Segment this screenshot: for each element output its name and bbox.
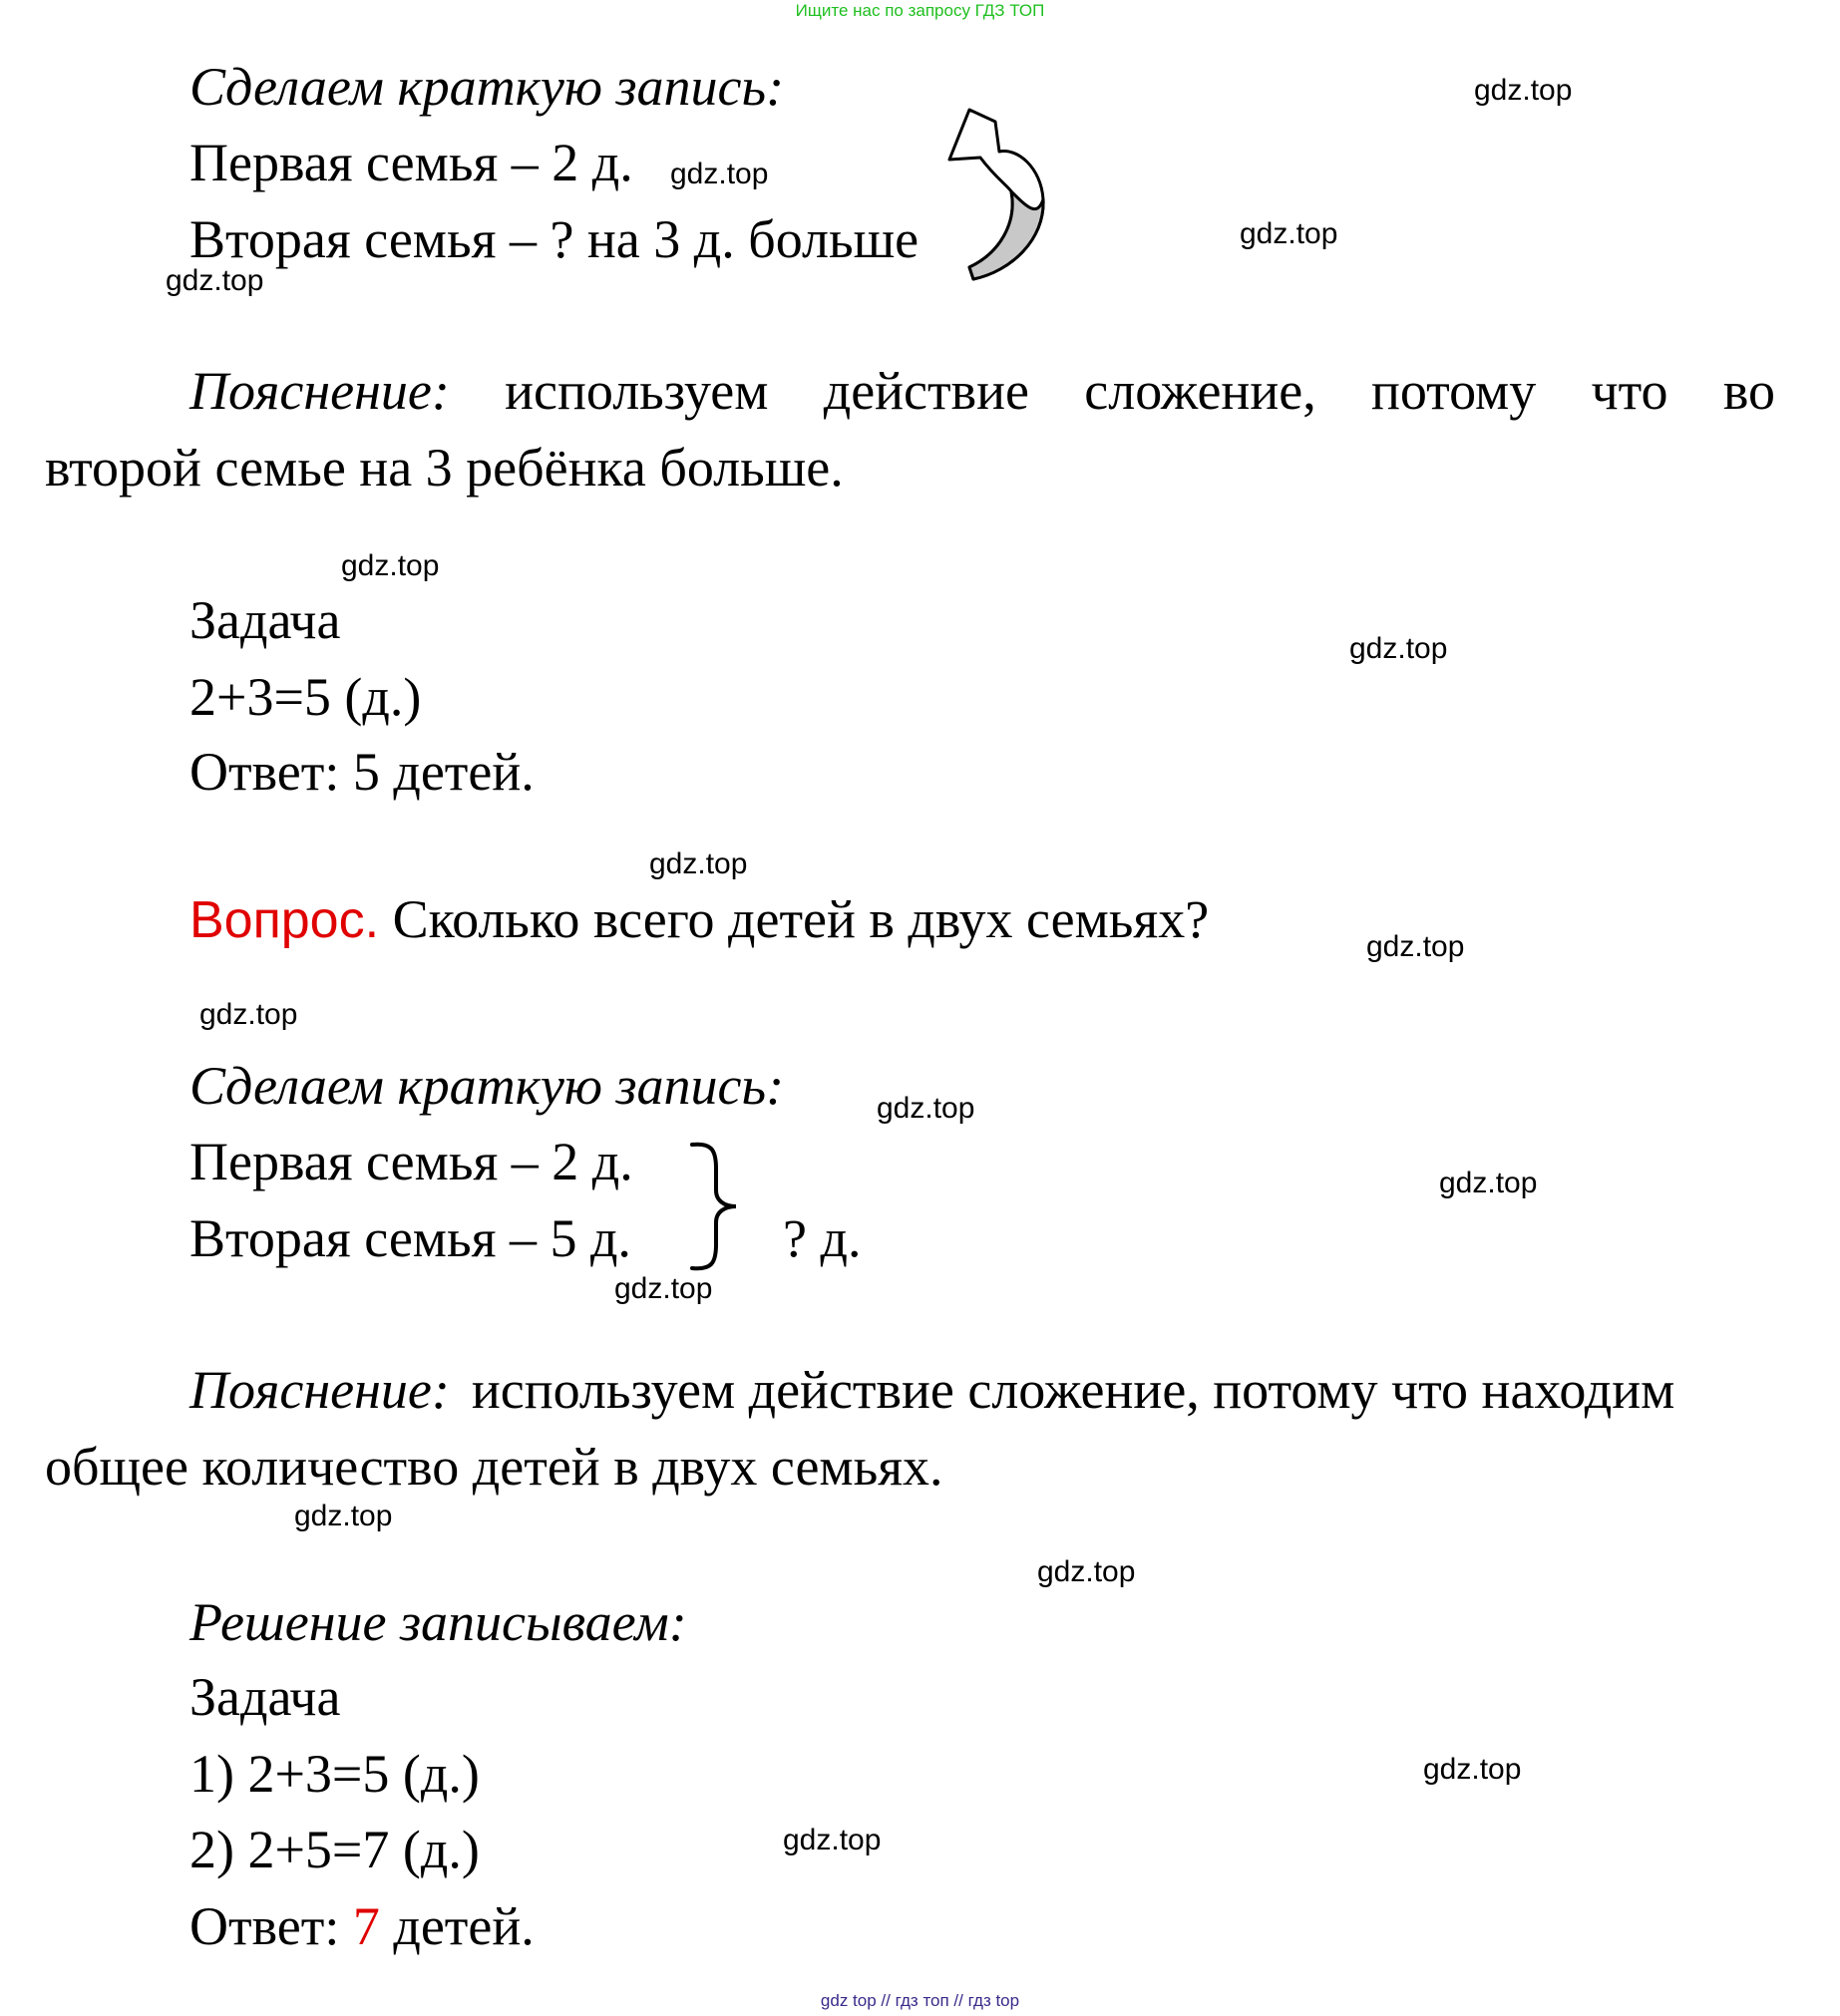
watermark: gdz.top [1366,930,1465,963]
explanation-word: что [1591,361,1668,421]
watermark: gdz.top [649,847,748,880]
watermark: gdz.top [1474,74,1573,107]
watermark: gdz.top [670,158,769,190]
footer-note: gdz top // гдз топ // гдз top [820,1991,1020,2010]
watermark: gdz.top [199,998,298,1031]
header-note: Ищите нас по запросу ГДЗ ТОП [795,1,1045,20]
record-line-second-family: Вторая семья – 5 д. [189,1208,631,1268]
record-line-first-family: Первая семья – 2 д. [189,133,633,192]
watermark: gdz.top [1037,1555,1136,1588]
short-record-heading: Сделаем краткую запись: [189,57,785,117]
watermark: gdz.top [166,264,264,297]
answer-value: 7 [352,1896,380,1956]
answer: Ответ: 5 детей. [189,742,535,802]
explanation-1-line-1 [189,361,1775,421]
explanation-2-line-1 [189,1360,1675,1420]
answer-suffix: детей. [379,1896,535,1956]
watermark: gdz.top [1439,1167,1538,1199]
explanation-label: Пояснение: [189,361,450,421]
watermark: gdz.top [1423,1753,1522,1786]
explanation-word: используем [505,361,769,421]
short-record-heading: Сделаем краткую запись: [189,1056,785,1116]
watermark: gdz.top [877,1092,975,1125]
explanation-word: действие [823,361,1029,421]
task-title: Задача [189,1667,341,1727]
watermark: gdz.top [614,1272,713,1305]
task-title: Задача [189,590,341,650]
answer-prefix: Ответ: [189,1896,353,1956]
curly-brace-icon [688,1137,748,1276]
solution-heading: Решение записываем: [189,1592,687,1652]
question-line [189,889,1210,949]
record-line-second-family: Вторая семья – ? на 3 д. больше [189,209,920,269]
explanation-word: потому [1371,361,1537,421]
explanation-label: Пояснение: [189,1360,450,1420]
question-text: Сколько всего детей в двух семьях? [392,889,1210,949]
explanation-2-line-2: общее количество детей в двух семьях. [45,1437,943,1497]
equation: 2+3=5 (д.) [189,667,422,727]
watermark: gdz.top [1240,217,1338,250]
explanation-word: сложение, [1084,361,1316,421]
explanation-text: используем действие сложение, потому что находим [471,1360,1675,1420]
watermark: gdz.top [783,1824,882,1856]
explanation-1-line-2: второй семье на 3 ребёнка больше. [45,438,844,498]
watermark: gdz.top [294,1500,393,1532]
solution-step-1: 1) 2+3=5 (д.) [189,1744,480,1804]
solution-step-2: 2) 2+5=7 (д.) [189,1820,480,1879]
record-line-first-family: Первая семья – 2 д. [189,1132,633,1191]
explanation-word: во [1722,361,1775,421]
watermark: gdz.top [1349,632,1448,665]
question-label: Вопрос. [189,891,380,949]
final-answer [189,1896,535,1956]
curved-arrow-icon [947,108,1047,282]
total-unknown: ? д. [783,1208,862,1268]
watermark: gdz.top [341,549,440,582]
